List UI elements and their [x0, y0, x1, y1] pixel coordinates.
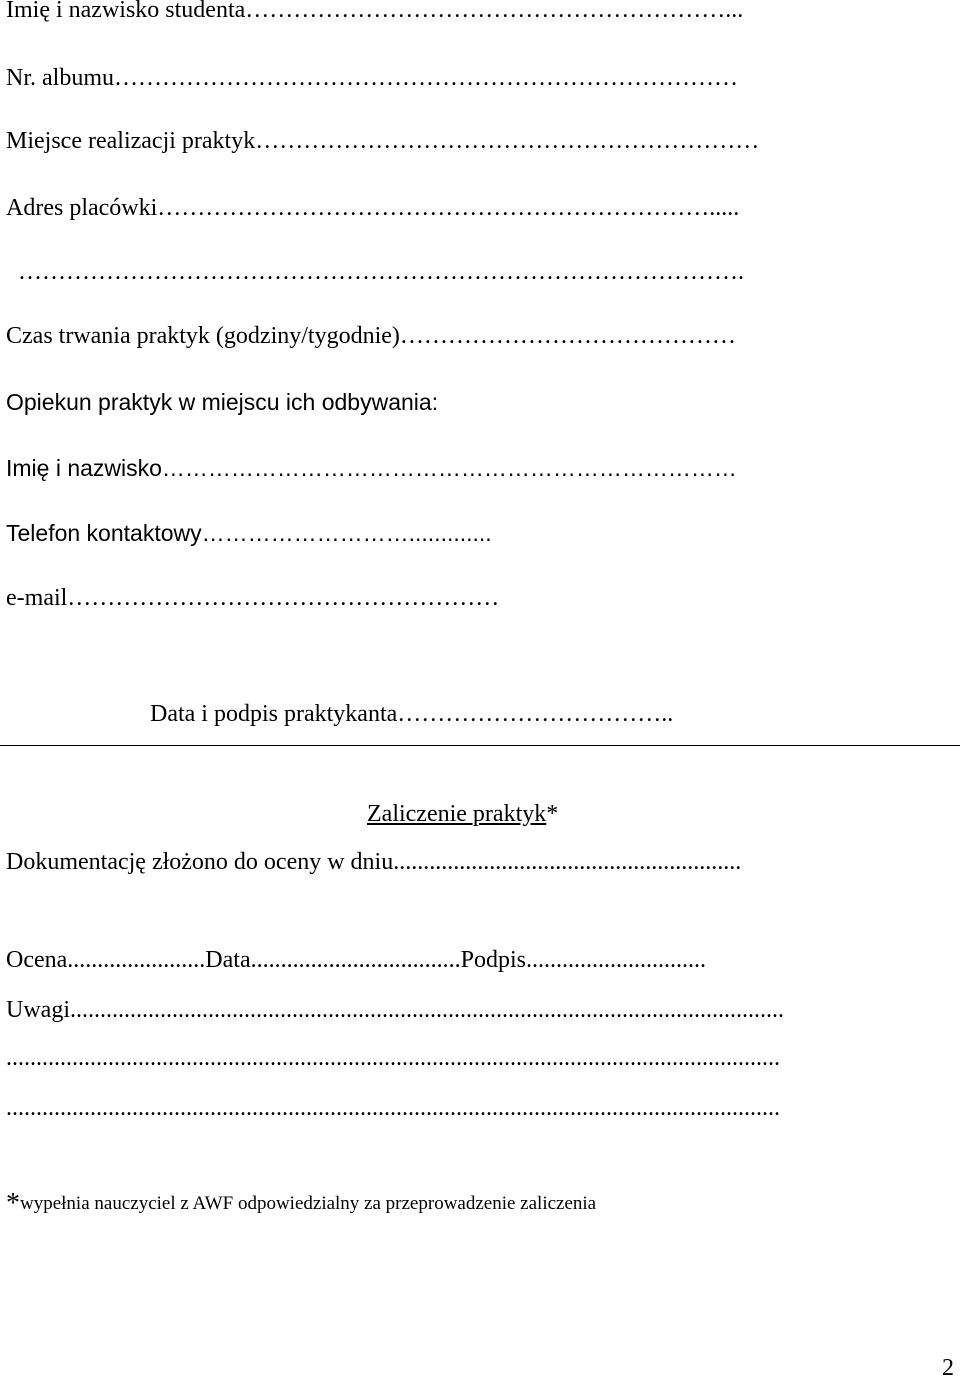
footnote-star: * [6, 1188, 20, 1219]
remarks-dots-line-1: ................................................................................................................................. [6, 1045, 780, 1071]
completion-title [367, 800, 558, 828]
completion-title-star: * [546, 801, 559, 827]
completion-title-text: Zaliczenie praktyk [367, 801, 547, 827]
remarks-dots-line-2: ................................................................................................................................. [6, 1095, 780, 1121]
supervisor-phone-line: Telefon kontaktowy………………………............. [6, 520, 492, 546]
footnote [6, 1190, 596, 1218]
section-divider [0, 745, 960, 746]
student-name-line: Imię i nazwisko studenta……………………………………………………... [6, 0, 744, 23]
facility-address-line: Adres placówki……………………………………………………………..... [6, 195, 740, 221]
documentation-submitted-line: Dokumentację złożono do oceny w dniu.......................................................... [6, 849, 742, 875]
supervisor-header: Opiekun praktyk w miejscu ich odbywania: [6, 389, 439, 415]
remarks-line: Uwagi....................................................................................................................... [6, 997, 784, 1023]
page-number: 2 [942, 1355, 954, 1381]
internship-place-line: Miejsce realizacji praktyk……………………………………………………… [6, 128, 760, 154]
facility-address-continuation-line: ………………………………………………………………………………. [18, 259, 744, 285]
internship-duration-line: Czas trwania praktyk (godziny/tygodnie)…………………………………… [6, 323, 736, 349]
supervisor-email-line: e-mail……………………………………………… [6, 585, 500, 611]
supervisor-name-line: Imię i nazwisko………………………………………………………………… [6, 455, 737, 481]
grade-date-signature-line: Ocena.......................Data...................................Podpis.............................. [6, 947, 706, 973]
footnote-text: wypełnia nauczyciel z AWF odpowiedzialny za przeprowadzenie zaliczenia [20, 1193, 597, 1214]
album-number-line: Nr. albumu…………………………………………………………………… [6, 65, 738, 91]
trainee-signature-line: Data i podpis praktykanta…………………………….. [150, 701, 674, 727]
